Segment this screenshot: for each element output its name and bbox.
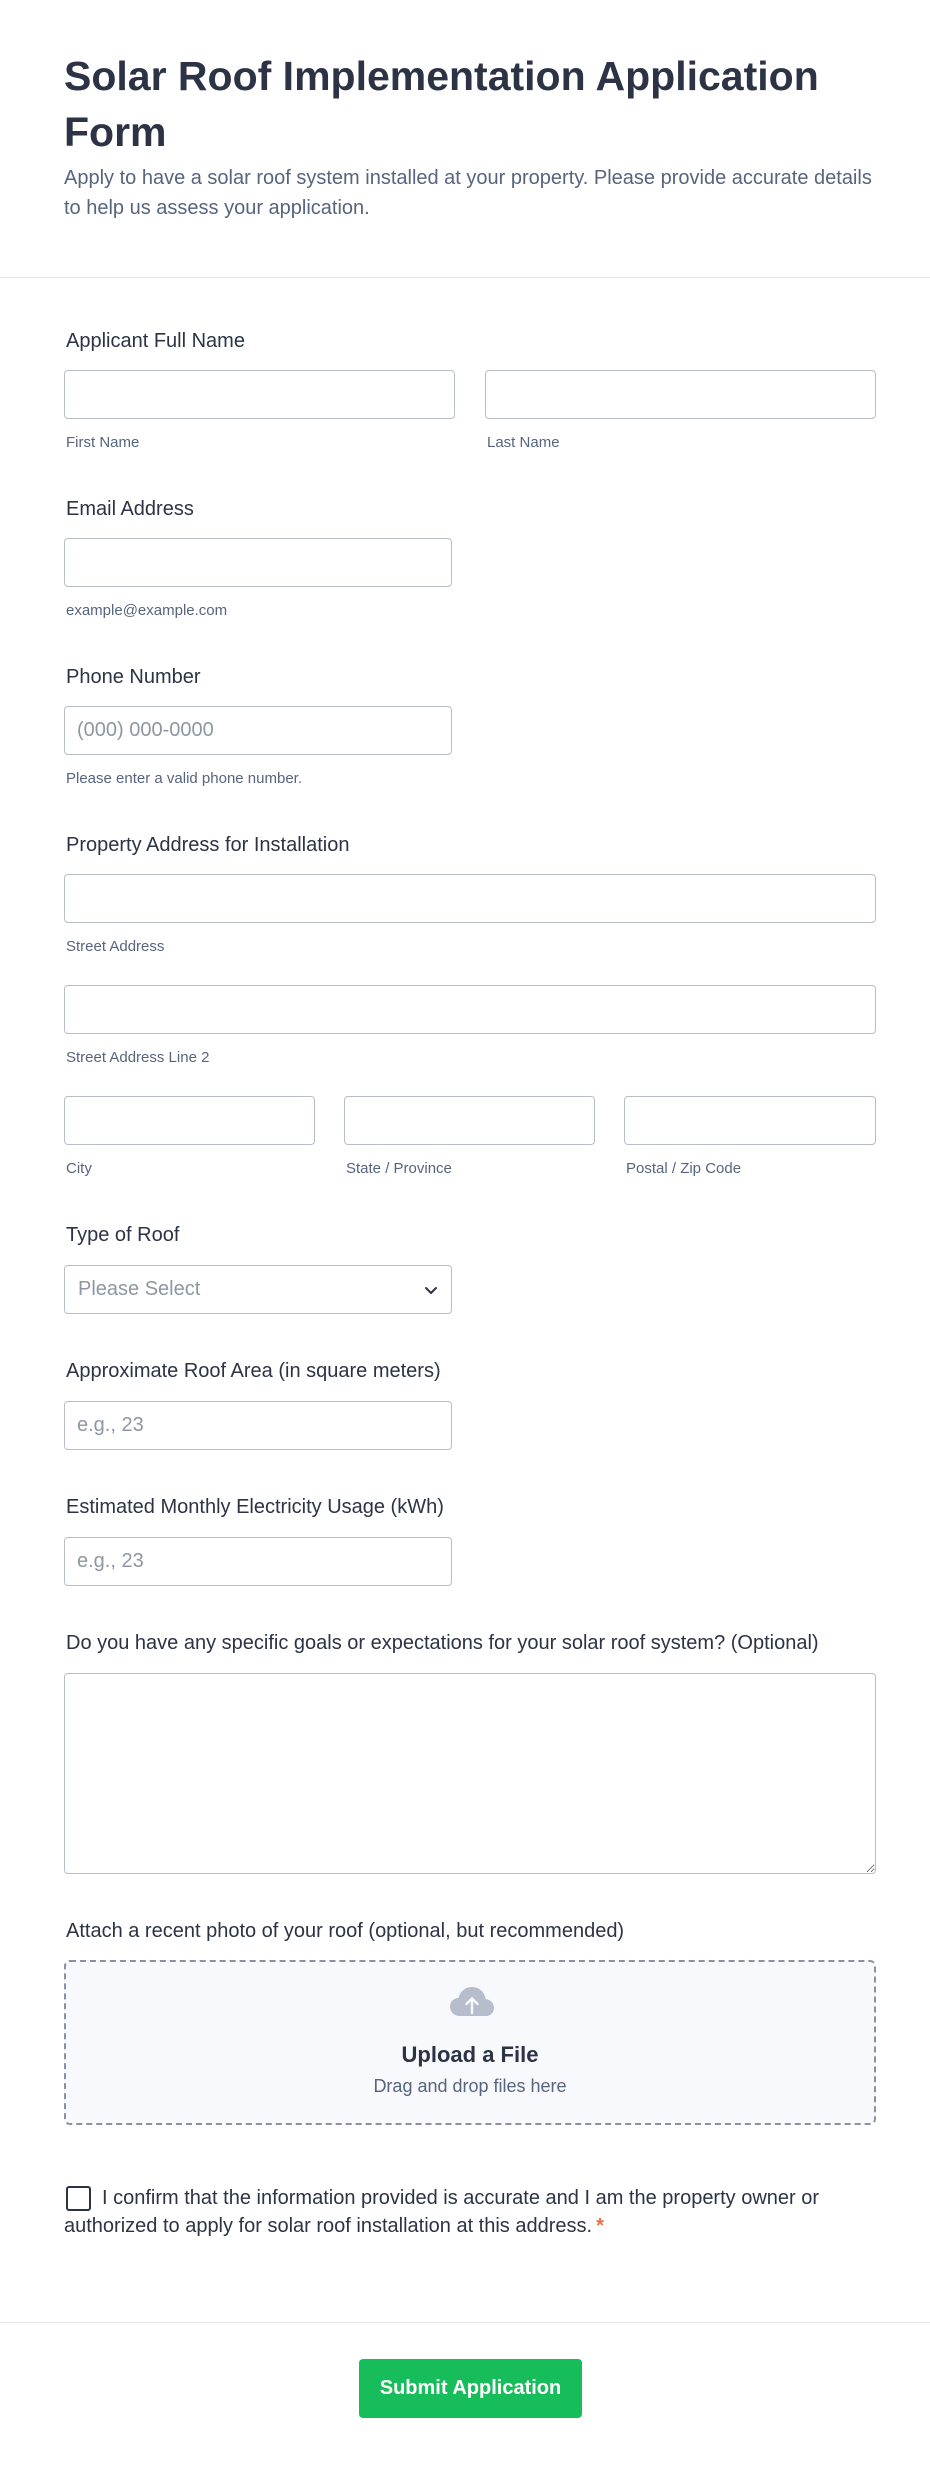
roof-type-placeholder: Please Select bbox=[78, 1278, 201, 1300]
chevron-down-icon bbox=[421, 1280, 441, 1300]
upload-title: Upload a File bbox=[401, 2042, 539, 2067]
goals-label: Do you have any specific goals or expectations for your solar roof system? (Optional) bbox=[66, 1632, 819, 1654]
address-label: Property Address for Installation bbox=[66, 834, 350, 856]
footer-divider bbox=[0, 2322, 930, 2323]
file-upload-dropzone[interactable] bbox=[64, 1960, 876, 2125]
form-header bbox=[0, 0, 930, 278]
street-address-line2-input[interactable] bbox=[64, 985, 876, 1034]
email-input[interactable] bbox=[64, 538, 452, 587]
cloud-upload-icon bbox=[448, 1984, 496, 2022]
state-input[interactable] bbox=[344, 1096, 595, 1145]
goals-textarea[interactable] bbox=[64, 1673, 876, 1874]
submit-button[interactable]: Submit Application bbox=[359, 2359, 582, 2418]
first-name-input[interactable] bbox=[64, 370, 455, 419]
confirm-label bbox=[64, 2184, 824, 2240]
photo-label: Attach a recent photo of your roof (optional, but recommended) bbox=[66, 1920, 625, 1942]
street-address-sublabel: Street Address bbox=[66, 938, 165, 955]
email-sublabel: example@example.com bbox=[66, 602, 228, 619]
page-title: Solar Roof Implementation Application Form bbox=[64, 53, 819, 155]
last-name-input[interactable] bbox=[485, 370, 876, 419]
zip-sublabel: Postal / Zip Code bbox=[626, 1160, 742, 1177]
confirm-text: I confirm that the information provided is accurate and I am the property owner or authorized to apply for solar roof installation at this address. bbox=[64, 2187, 820, 2237]
zip-input[interactable] bbox=[624, 1096, 876, 1145]
full-name-label: Applicant Full Name bbox=[66, 330, 245, 352]
email-label: Email Address bbox=[66, 498, 194, 520]
phone-sublabel: Please enter a valid phone number. bbox=[66, 770, 302, 787]
page-subtitle: Apply to have a solar roof system installed at your property. Please provide accurate details to help us assess your application. bbox=[64, 167, 872, 219]
roof-area-label: Approximate Roof Area (in square meters) bbox=[66, 1360, 441, 1382]
required-mark: * bbox=[596, 2215, 604, 2237]
first-name-sublabel: First Name bbox=[66, 434, 140, 451]
electricity-input[interactable] bbox=[64, 1537, 452, 1586]
roof-type-select[interactable] bbox=[64, 1265, 452, 1314]
upload-hint: Drag and drop files here bbox=[373, 2076, 567, 2096]
roof-type-label: Type of Roof bbox=[66, 1224, 180, 1246]
electricity-label: Estimated Monthly Electricity Usage (kWh) bbox=[66, 1496, 444, 1518]
phone-label: Phone Number bbox=[66, 666, 201, 688]
roof-area-input[interactable] bbox=[64, 1401, 452, 1450]
city-sublabel: City bbox=[66, 1160, 92, 1177]
state-sublabel: State / Province bbox=[346, 1160, 452, 1177]
phone-input[interactable] bbox=[64, 706, 452, 755]
street-address-line2-sublabel: Street Address Line 2 bbox=[66, 1049, 210, 1066]
street-address-input[interactable] bbox=[64, 874, 876, 923]
last-name-sublabel: Last Name bbox=[487, 434, 560, 451]
city-input[interactable] bbox=[64, 1096, 315, 1145]
